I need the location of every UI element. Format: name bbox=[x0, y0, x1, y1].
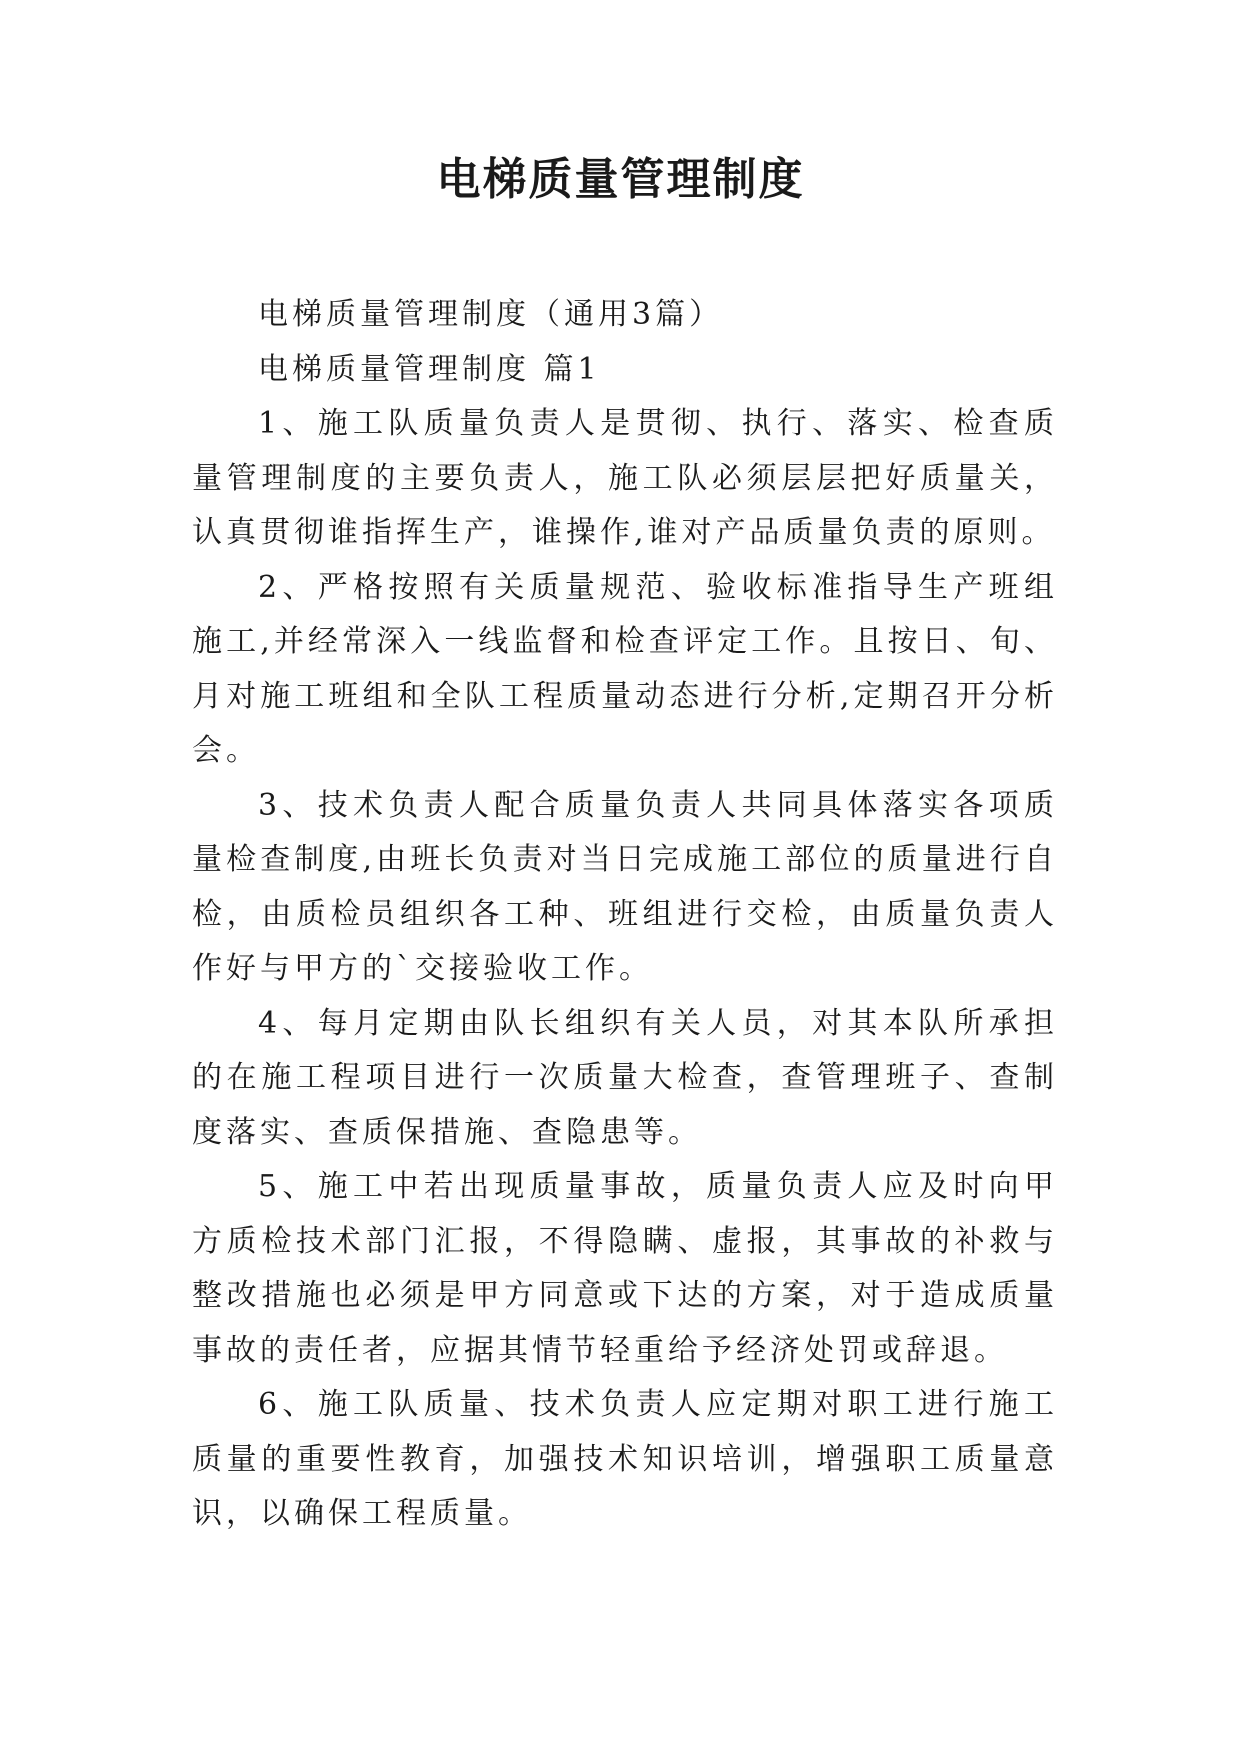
clause-4: 4、每月定期由队长组织有关人员，对其本队所承担的在施工程项目进行一次质量大检查，查管理班子、查制度落实、查质保措施、查隐患等。 bbox=[192, 1005, 1058, 1150]
subtitle-paragraph: 电梯质量管理制度（通用3篇） bbox=[258, 297, 724, 332]
clause-3: 3、技术负责人配合质量负责人共同具体落实各项质量检查制度,由班长负责对当日完成施工部位的质量进行自检，由质检员组织各工种、班组进行交检，由质量负责人作好与甲方的`交接验收工作。 bbox=[192, 787, 1058, 986]
document-body bbox=[192, 288, 1058, 1542]
clause-5: 5、施工中若出现质量事故，质量负责人应及时向甲方质检技术部门汇报，不得隐瞒、虚报，其事故的补救与整改措施也必须是甲方同意或下达的方案，对于造成质量事故的责任者，应据其情节轻重给予经济处罚或辞退。 bbox=[192, 1169, 1058, 1368]
section-heading: 电梯质量管理制度 篇1 bbox=[258, 351, 601, 387]
clause-6: 6、施工队质量、技术负责人应定期对职工进行施工质量的重要性教育，加强技术知识培训，增强职工质量意识，以确保工程质量。 bbox=[192, 1387, 1058, 1531]
document-title: 电梯质量管理制度 bbox=[436, 154, 805, 205]
clause-2: 2、严格按照有关质量规范、验收标准指导生产班组施工,并经常深入一线监督和检查评定工作。且按日、旬、月对施工班组和全队工程质量动态进行分析,定期召开分析会。 bbox=[192, 569, 1058, 768]
clause-1: 1、施工队质量负责人是贯彻、执行、落实、检查质量管理制度的主要负责人，施工队必须层层把好质量关，认真贯彻谁指挥生产，谁操作,谁对产品质量负责的原则。 bbox=[192, 406, 1058, 550]
